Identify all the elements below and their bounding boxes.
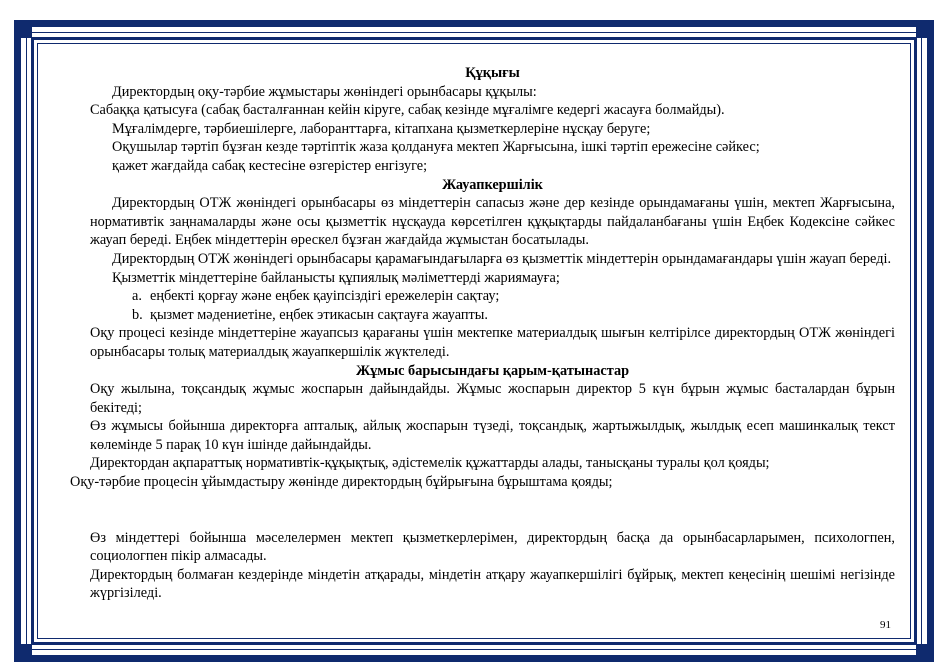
relations-paragraph: Өз міндеттері бойынша мәселелермен мектеп қызметкерлерімен, директордың басқа да орынбасарларымен, психологпен, социологпен пікір алмасады. — [90, 529, 895, 565]
sub-item-text: еңбекті қорғау және еңбек қауіпсіздігі ережелерін сақтау; — [150, 288, 500, 305]
page-number: 91 — [880, 619, 891, 631]
heading-responsibility: Жауапкершілік — [442, 176, 543, 193]
heading-rights: Құқығы — [465, 65, 520, 81]
relations-outdent-paragraph: Оқу-тәрбие процесін ұйымдастыру жөнінде директордың бұйрығына бұрыштама қояды; — [70, 474, 613, 491]
rights-intro: Директордың оқу-тәрбие жұмыстары жөніндегі орынбасары құқылы: — [112, 83, 537, 100]
responsibility-paragraph: Директордың ОТЖ жөніндегі орынбасары қарамағындағыларға өз қызметтік міндеттерін орындамағандары үшін жауап береді. — [112, 250, 892, 267]
sub-item-text: қызмет мәдениетіне, еңбек этикасын сақтауға жауапты. — [150, 306, 488, 323]
corner-ornament — [14, 20, 32, 38]
responsibility-paragraph: Директордың ОТЖ жөніндегі орынбасары өз міндеттерін сапасыз және дер кезінде орындамағаны үшін, мектеп Жарғысына, нормативтік заңнамаларды және осы қызметтік нұсқауда көрсетілген құқықтарды пайдаланбағаны үшін Еңбек Кодексіне сәйкес жауап береді. Еңбек міндеттерін өрескел бұзған жағдайда жұмыстан босатылады. — [90, 195, 895, 249]
corner-ornament — [916, 644, 934, 662]
relations-paragraph: Директордан ақпараттық нормативтік-құқықтық, әдістемелік құжаттарды алады, танысқаны туралы қол қояды; — [90, 455, 770, 472]
rights-item: Оқушылар тәртіп бұзған кезде тәртіптік жаза қолдануға мектеп Жарғысына, ішкі тәртіп ережесіне сәйкес; — [112, 139, 760, 156]
rights-item: Сабаққа қатысуға (сабақ басталғаннан кейін кіруге, сабақ кезінде мұғалімге кедергі жасауға болмайды). — [90, 102, 725, 119]
rights-item: қажет жағдайда сабақ кестесіне өзгерістер енгізуге; — [112, 157, 428, 174]
sub-item — [90, 287, 895, 306]
heading-relations: Жұмыс барысындағы қарым-қатынастар — [355, 362, 630, 379]
document-body — [70, 64, 895, 603]
relations-paragraph: Өз жұмысы бойынша директорға апталық, айлық жоспарын түзеді, тоқсандық, жартыжылдық, жылдық есеп машинкалық текст көлемінде 5 парақ 10 күн ішінде дайындайды. — [90, 418, 895, 453]
corner-ornament — [916, 20, 934, 38]
material-liability-paragraph: Оқу процесі кезінде міндеттеріне жауапсыз қарағаны үшін мектепке материалдық шығын келтірілсе директордың ОТЖ жөніндегі орынбасары толық материалдық жауапкершілік жүктеледі. — [90, 325, 895, 360]
sub-item-marker: b. — [132, 306, 143, 323]
responsibility-paragraph: Қызметтік міндеттеріне байланысты құпиялық мәліметтерді жариямауға; — [112, 269, 560, 286]
relations-paragraph: Оқу жылына, тоқсандық жұмыс жоспарын дайындайды. Жұмыс жоспарын директор 5 күн бұрын жұмыс басталардан бұрын бекітеді; — [90, 381, 895, 416]
sub-item — [90, 306, 895, 325]
spacer — [90, 492, 895, 529]
relations-paragraph: Директордың болмаған кездерінде міндетін атқарады, міндетін атқару жауапкершілігі бұйрық, мектеп кеңесінің шешімі негізінде жүргізіледі. — [90, 566, 895, 602]
corner-ornament — [14, 644, 32, 662]
rights-item: Мұғалімдерге, тәрбиешілерге, лаборанттарға, кітапхана қызметкерлеріне нұсқау беруге; — [112, 120, 651, 137]
sub-item-marker: a. — [132, 288, 142, 305]
